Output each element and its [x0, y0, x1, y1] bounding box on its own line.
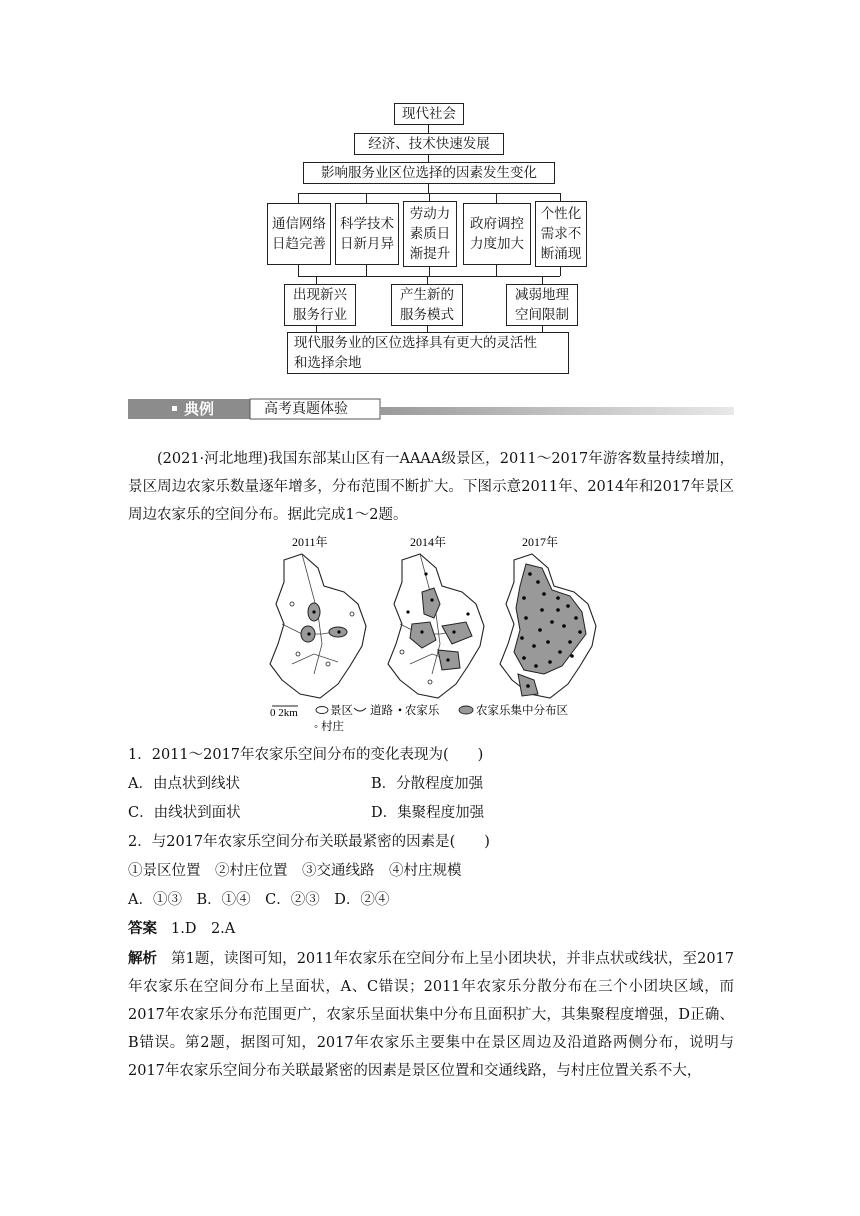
map-year-2011: 2011年	[292, 535, 328, 549]
map-village-2011	[326, 662, 330, 666]
q1-option-a: A．由点状到线状	[128, 776, 240, 792]
flow-connector	[428, 125, 429, 133]
flow-factor-government: 政府调控 力度加大	[463, 203, 531, 265]
flow-connector	[298, 193, 299, 203]
flow-node-factors-change: 影响服务业区位选择的因素发生变化	[303, 162, 555, 184]
map-farmhouse-2014	[452, 630, 455, 633]
analysis-paragraph	[128, 945, 734, 1085]
q1-option-d: D．集聚程度加强	[371, 805, 485, 821]
map-farmhouse-2014	[446, 658, 449, 661]
flow-result: 现代服务业的区位选择具有更大的灵活性 和选择余地	[287, 332, 569, 374]
flow-factor-communication: 通信网络 日趋完善	[267, 203, 331, 265]
answer-text: 1.D 2.A	[171, 921, 236, 937]
answer-line	[128, 916, 235, 942]
q1-option-c: C．由线状到面状	[128, 805, 241, 821]
q2-items: ①景区位置 ②村庄位置 ③交通线路 ④村庄规模	[128, 863, 462, 879]
flow-factor-technology: 科学技术 日新月异	[335, 203, 399, 265]
map-year-2014: 2014年	[410, 535, 447, 549]
map-farmhouse-2014	[466, 612, 469, 615]
map-village-2014	[428, 680, 432, 684]
map-svg	[262, 534, 602, 734]
flow-connector	[542, 276, 543, 284]
flow-effect-new-industries: 出现新兴 服务行业	[284, 284, 356, 326]
map-village-2011	[290, 602, 294, 606]
flow-node-economy: 经济、技术快速发展	[354, 133, 504, 155]
flow-connector	[298, 265, 299, 276]
answer-label: 答案	[128, 921, 157, 937]
map-farmhouse-2014	[420, 630, 423, 633]
map-farmhouse-2011	[337, 630, 340, 633]
q2-stem: 2．与2017年农家乐空间分布关联最紧密的因素是( )	[128, 834, 490, 850]
banner-title: 高考真题体验	[264, 401, 348, 417]
legend-cluster: 农家乐集中分布区	[476, 705, 568, 717]
flow-connector	[560, 193, 561, 201]
legend-cluster-symbol	[459, 706, 473, 714]
map-farmhouse-2014	[430, 598, 433, 601]
legend-village: ◦ 村庄	[314, 721, 344, 733]
map-farmhouse-2011	[312, 610, 315, 613]
flow-connector	[429, 267, 430, 276]
map-farmhouse-2014	[424, 572, 427, 575]
flow-factor-personalization: 个性化 需求不 断涌现	[535, 201, 587, 267]
legend-farmhouse: • 农家乐	[398, 705, 440, 717]
flow-effect-new-models: 产生新的 服务模式	[391, 284, 463, 326]
legend-scenic: 景区	[330, 705, 353, 717]
map-boundary-2014	[388, 554, 484, 698]
map-village-2014	[400, 650, 404, 654]
q2-options: A．①③ B．①④ C．②③ D．②④	[128, 892, 390, 908]
flow-connector	[366, 265, 367, 276]
legend-road: 道路	[370, 705, 393, 717]
q1-option-b: B．分散程度加强	[371, 776, 484, 792]
analysis-text: 第1题，读图可知，2011年农家乐在空间分布上呈小团块状，并非点状或线状，至2017年农家乐在空间分布上呈面状，A、C错误；2011年农家乐分散分布在三个小团块区域，而2017年农家乐分布范围更广，农家乐呈面状集中分布且面积扩大，其集聚程度增强，D正确、B错误。第2题，据图可知，2017年农家乐主要集中在景区周边及沿道路两侧分布，说明与2017年农家乐空间分布关联最紧密的因素是景区位置和交通线路，与村庄位置关系不大，	[128, 951, 734, 1079]
flow-connector	[428, 184, 429, 193]
flow-connector	[496, 193, 497, 203]
map-farmhouse-2014	[406, 610, 409, 613]
flow-connector	[496, 265, 497, 276]
q1-stem: 1．2011～2017年农家乐空间分布的变化表现为( )	[128, 747, 484, 763]
legend-road-symbol	[354, 708, 366, 711]
flow-node-modern-society: 现代社会	[394, 103, 464, 125]
map-scale-label: 0 2km	[270, 707, 298, 719]
map-figure	[262, 534, 602, 734]
flow-connector	[298, 276, 560, 277]
analysis-label: 解析	[128, 951, 158, 967]
map-boundary-2011	[270, 554, 366, 698]
flow-connector	[560, 267, 561, 276]
flow-connector	[428, 155, 429, 162]
map-farmhouse-2011	[307, 632, 310, 635]
section-banner	[128, 397, 734, 421]
banner-tag: 典例	[184, 400, 215, 418]
flow-effect-weaken-limits: 减弱地理 空间限制	[506, 284, 578, 326]
flow-connector	[366, 193, 367, 203]
banner-bar	[128, 397, 734, 421]
flow-connector	[429, 193, 430, 201]
intro-paragraph: (2021·河北地理)我国东部某山区有一AAAA级景区，2011～2017年游客数量持续增加，景区周边农家乐数量逐年增多，分布范围不断扩大。下图示意2011年、2014年和2017年景区周边农家乐的空间分布。据此完成1～2题。	[128, 451, 734, 523]
flow-factor-labor: 劳动力 素质日 渐提升	[403, 201, 457, 267]
map-village-2011	[350, 612, 354, 616]
map-year-2017: 2017年	[522, 535, 559, 549]
flow-connector	[316, 276, 317, 284]
flow-connector	[427, 276, 428, 284]
map-village-2011	[296, 652, 300, 656]
legend-scenic-symbol	[316, 707, 328, 714]
